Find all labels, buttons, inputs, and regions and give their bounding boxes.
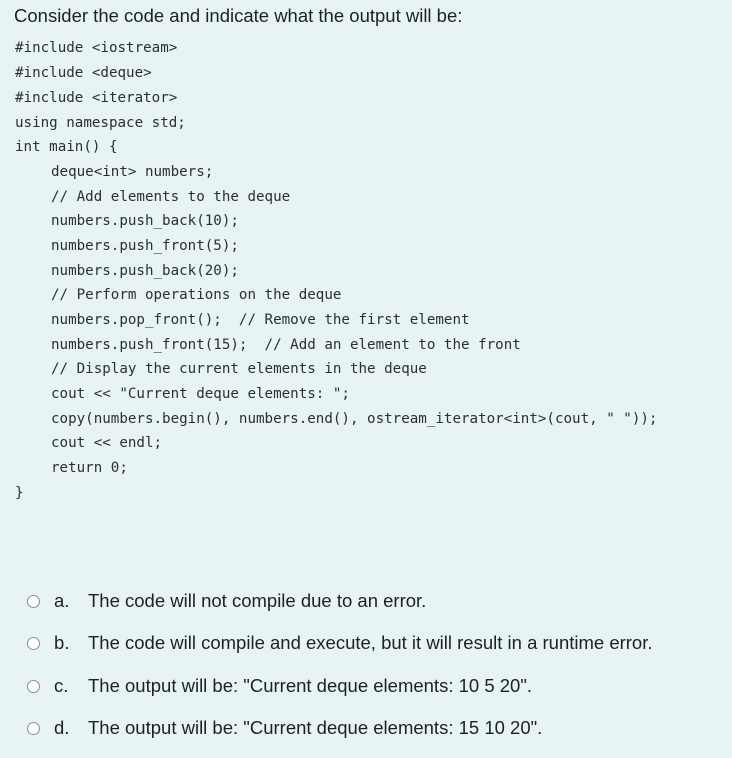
radio-button-a[interactable] [27,595,40,608]
answer-option-b[interactable] [27,631,653,655]
answer-label: The output will be: "Current deque elements: 15 10 20". [88,717,543,738]
code-line: return 0; [51,460,128,476]
answer-letter: b. [54,632,70,653]
answer-label: The code will compile and execute, but it will result in a runtime error. [88,632,653,653]
answer-letter: c. [54,675,69,696]
code-line: // Display the current elements in the deque [51,361,427,377]
code-line: numbers.push_back(20); [51,263,239,279]
code-line: #include <iterator> [15,90,178,106]
answer-letter: d. [54,717,70,738]
code-line: deque<int> numbers; [51,164,214,180]
answer-letter: a. [54,590,70,611]
radio-button-d[interactable] [27,722,40,735]
code-line: cout << "Current deque elements: "; [51,386,350,402]
code-line: #include <deque> [15,65,152,81]
code-line: numbers.pop_front(); // Remove the first element [51,312,470,328]
question-text: Consider the code and indicate what the output will be: [14,5,463,26]
code-line: // Add elements to the deque [51,189,291,205]
answer-label: The output will be: "Current deque elements: 10 5 20". [88,675,533,696]
code-line: using namespace std; [15,115,186,131]
answer-option-c[interactable] [27,674,532,698]
answer-option-a[interactable] [27,589,426,613]
code-line: numbers.push_front(15); // Add an element to the front [51,337,521,353]
code-line: numbers.push_front(5); [51,238,239,254]
code-line: } [15,485,24,501]
code-line: int main() { [15,139,118,155]
answer-option-d[interactable] [27,716,542,740]
code-line: #include <iostream> [15,40,178,56]
code-line: numbers.push_back(10); [51,213,239,229]
code-line: copy(numbers.begin(), numbers.end(), ostream_iterator<int>(cout, " ")); [51,411,658,427]
radio-button-b[interactable] [27,637,40,650]
answer-label: The code will not compile due to an error. [88,590,427,611]
code-line: // Perform operations on the deque [51,287,342,303]
code-line: cout << endl; [51,435,163,451]
radio-button-c[interactable] [27,680,40,693]
